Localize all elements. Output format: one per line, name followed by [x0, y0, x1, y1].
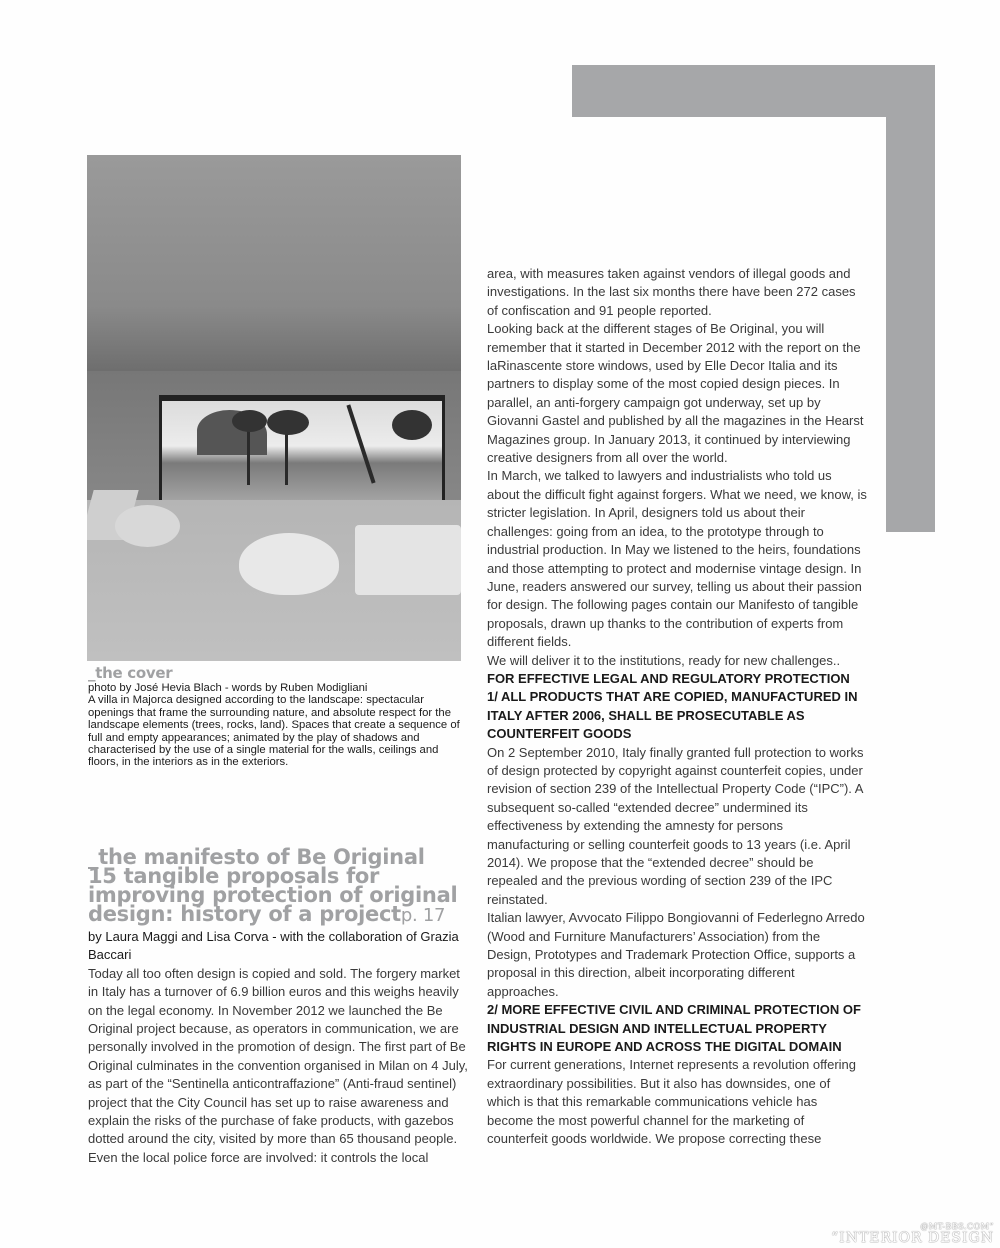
photo-tree: [392, 410, 432, 440]
paragraph: Looking back at the different stages of Be Original, you will remember that it started in December 2012 with the report on the laRinascente store windows, used by Elle Decor Italia and its partners to display some of the most copied design pieces. In parallel, an anti-forgery campaign got underway, set up by Giovanni Gastel and published by all the magazines in the Hearst Magazines group. In January 2013, it continued by interviewing creative designers from all over the world.: [487, 321, 864, 466]
watermark-title: “INTERIOR DESIGN: [830, 1230, 994, 1246]
photo-sofa: [355, 525, 461, 595]
manifesto-title-line: _the manifesto of Be Original: [88, 845, 425, 869]
photo-tree: [267, 410, 309, 435]
article-intro: [88, 965, 468, 1167]
paragraph: Italian lawyer, Avvocato Filippo Bongiovanni of Federlegno Arredo (Wood and Furniture Manufacturers’ Association) from the Design, Prototypes and Trademark Protection Office, supports a proposal in this direction, albeit incorporating different approaches.: [487, 910, 865, 999]
cover-description: A villa in Majorca designed according to the landscape: spectacular openings that frame the surrounding nature, and absolute respect for the landscape elements (trees, rocks, land). Spaces that create a sequence of full and empty appearances; animated by the play of shadows and characterised by the use of a single material for the walls, ceilings and floors, in the interiors as in the exteriors.: [88, 694, 460, 769]
article-byline: by Laura Maggi and Lisa Corva - with the collaboration of Grazia Baccari: [88, 929, 459, 963]
photo-tree-trunk: [247, 425, 250, 485]
proposal-heading-1: 1/ ALL PRODUCTS THAT ARE COPIED, MANUFACTURED IN ITALY AFTER 2006, SHALL BE PROSECUTABLE AS COUNTERFEIT GOODS: [487, 689, 858, 742]
paragraph: On 2 September 2010, Italy finally granted full protection to works of design protected by copyright against counterfeit copies, under revision of section 239 of the Intellectual Property Code (“IPC”). A subsequent so-called “extended decree” undermined its effectiveness by extending the amnesty for persons manufacturing or selling counterfeit goods to 13 years (i.e. April 2014). We propose that the “extended decree” should be repealed and the previous wording of section 239 of the IPC reinstated.: [487, 744, 864, 907]
paragraph: area, with measures taken against vendors of illegal goods and investigations. In the last six months there have been 272 cases of confiscation and 91 people reported.: [487, 266, 856, 318]
proposal-heading-2: 2/ MORE EFFECTIVE CIVIL AND CRIMINAL PROTECTION OF INDUSTRIAL DESIGN AND INTELLECTUAL PROPERTY RIGHTS IN EUROPE AND ACROSS THE DIGITAL DOMAIN: [487, 1002, 861, 1055]
manifesto-title-line: design: history of a projectp. 17: [88, 902, 446, 926]
watermark-site: @MT-BBS.COM”: [920, 1222, 994, 1231]
paragraph: In March, we talked to lawyers and industrialists who told us about the difficult fight against forgers. What we need, we know, is stricter legislation. In April, designers told us about their challenges: going from an idea, to the prototype through to industrial production. In May we listened to the heirs, foundations and those attempting to protect and modernise vintage design. In June, readers answered our survey, telling us about their passion for design. The following pages contain our Manifesto of tangible proposals, drawn up thanks to the contribution of experts from different fields.: [487, 468, 867, 650]
cover-photo: [87, 155, 461, 661]
decorative-gray-bar-side: [886, 117, 935, 532]
intro-paragraph: Today all too often design is copied and sold. The forgery market in Italy has a turnover of 6.9 billion euros and this weighs heavily on the legal economy. In November 2012 we launched the Be Original project because, as operators in communication, we are personally involved in the promotion of design. The first part of Be Original culminates in the convention organised in Milan on 4 July, as part of the “Sentinella anticontraffazione” (Anti-fraud sentinel) project that the City Council has set up to raise awareness and explain the risks of the purchase of fake products, with gazebos dotted around the city, visited by more than 65 thousand people. Even the local police force are involved: it controls the local: [88, 965, 468, 1165]
paragraph: For current generations, Internet represents a revolution offering extraordinary possibilities. But it also has downsides, one of which is that this remarkable communications vehicle has become the most powerful channel for the marketing of counterfeit goods worldwide. We propose correcting these: [487, 1057, 857, 1147]
cover-title: _the cover: [88, 664, 173, 682]
photo-pouf: [115, 505, 180, 547]
decorative-gray-bar-top: [572, 65, 935, 117]
paragraph: We will deliver it to the institutions, ready for new challenges..: [487, 652, 841, 668]
photo-tree: [232, 410, 267, 432]
manifesto-title: [88, 845, 468, 926]
cover-credit: photo by José Hevia Blach - words by Ruben Modigliani: [88, 682, 368, 694]
right-column-text: [487, 265, 867, 1149]
watermark: [831, 1222, 994, 1246]
manifesto-article: [88, 845, 468, 1167]
photo-ceiling: [87, 155, 461, 371]
manifesto-title-line: improving protection of original: [88, 883, 458, 907]
page-reference: p. 17: [400, 905, 446, 926]
cover-caption: [88, 665, 468, 769]
manifesto-title-line: 15 tangible proposals for: [88, 864, 380, 888]
photo-beanbag: [239, 533, 339, 595]
section-heading: FOR EFFECTIVE LEGAL AND REGULATORY PROTECTION: [487, 670, 850, 686]
